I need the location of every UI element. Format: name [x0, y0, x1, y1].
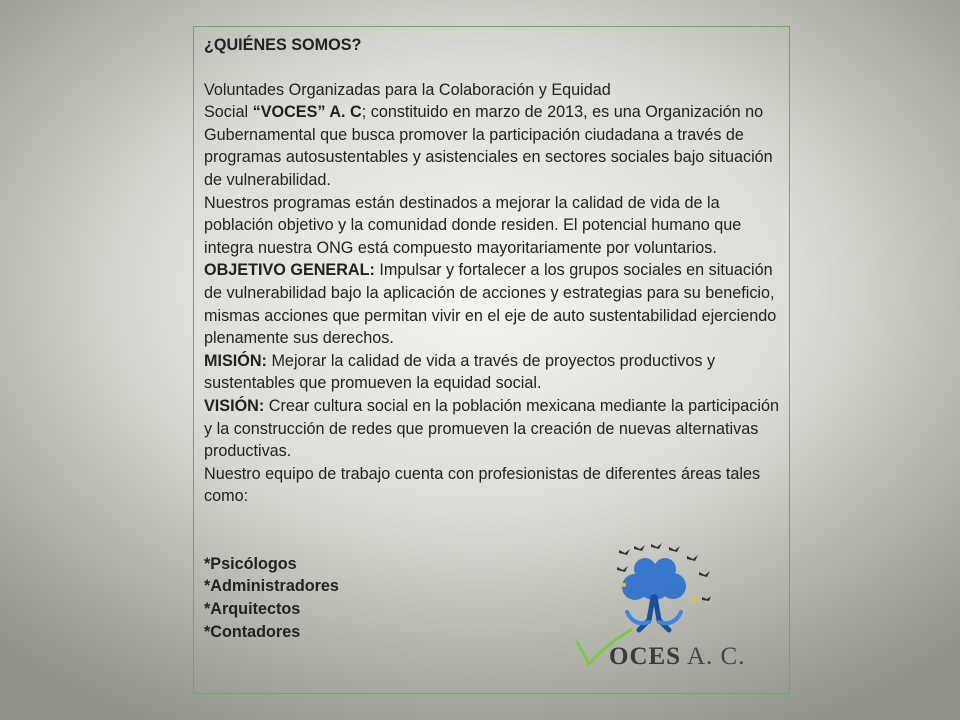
vision-text: Crear cultura social en la población mexicana mediante la participación y la construcción de redes que promueven la creación de nuevas alternativas productivas. [204, 396, 779, 461]
mision-paragraph [204, 350, 784, 395]
intro-prefix: Social [204, 103, 253, 122]
list-item: *Arquitectos [204, 600, 301, 619]
vision-paragraph [204, 395, 784, 463]
page-title: ¿QUIÉNES SOMOS? [204, 36, 362, 54]
voces-logo [569, 542, 749, 682]
logo-text [609, 643, 745, 671]
list-item: *Psicólogos [204, 554, 297, 573]
content-panel [193, 26, 790, 694]
programs-paragraph: Nuestros programas están destinados a mejorar la calidad de vida de la población objetivo y la comunidad donde residen. El potencial humano que integra nuestra ONG está compuesto mayoritariamente por voluntarios. [204, 193, 742, 257]
org-name: “VOCES” A. C [252, 103, 362, 122]
list-item: *Administradores [204, 577, 339, 596]
objetivo-text: Impulsar y fortalecer a los grupos sociales en situación de vulnerabilidad bajo la aplicación de acciones y estrategias para su beneficio, mismas acciones que permitan vivir en el eje de auto sustentabilidad ejerciendo plenamente sus derechos. [204, 261, 777, 348]
vision-label: VISIÓN: [204, 396, 265, 415]
intro-line1: Voluntades Organizadas para la Colaboración y Equidad [204, 80, 611, 99]
intro-rest: ; constituido en marzo de 2013, es una Organización no Gubernamental que busca promover la participación ciudadana a través de programas autosustentables y asistenciales en sectores sociales bajo situación de vulnerabilidad. [204, 103, 773, 189]
team-intro: Nuestro equipo de trabajo cuenta con profesionistas de diferentes áreas tales como: [204, 464, 761, 506]
objetivo-paragraph [204, 259, 784, 349]
mision-label: MISIÓN: [204, 351, 267, 370]
objetivo-label: OBJETIVO GENERAL: [204, 261, 375, 280]
intro-paragraph [204, 79, 784, 192]
logo-brand: OCES [609, 643, 682, 670]
logo-suffix: A. C. [681, 643, 746, 670]
list-item: *Contadores [204, 622, 301, 641]
mision-text: Mejorar la calidad de vida a través de proyectos productivos y sustentables que promueven la equidad social. [204, 351, 716, 393]
